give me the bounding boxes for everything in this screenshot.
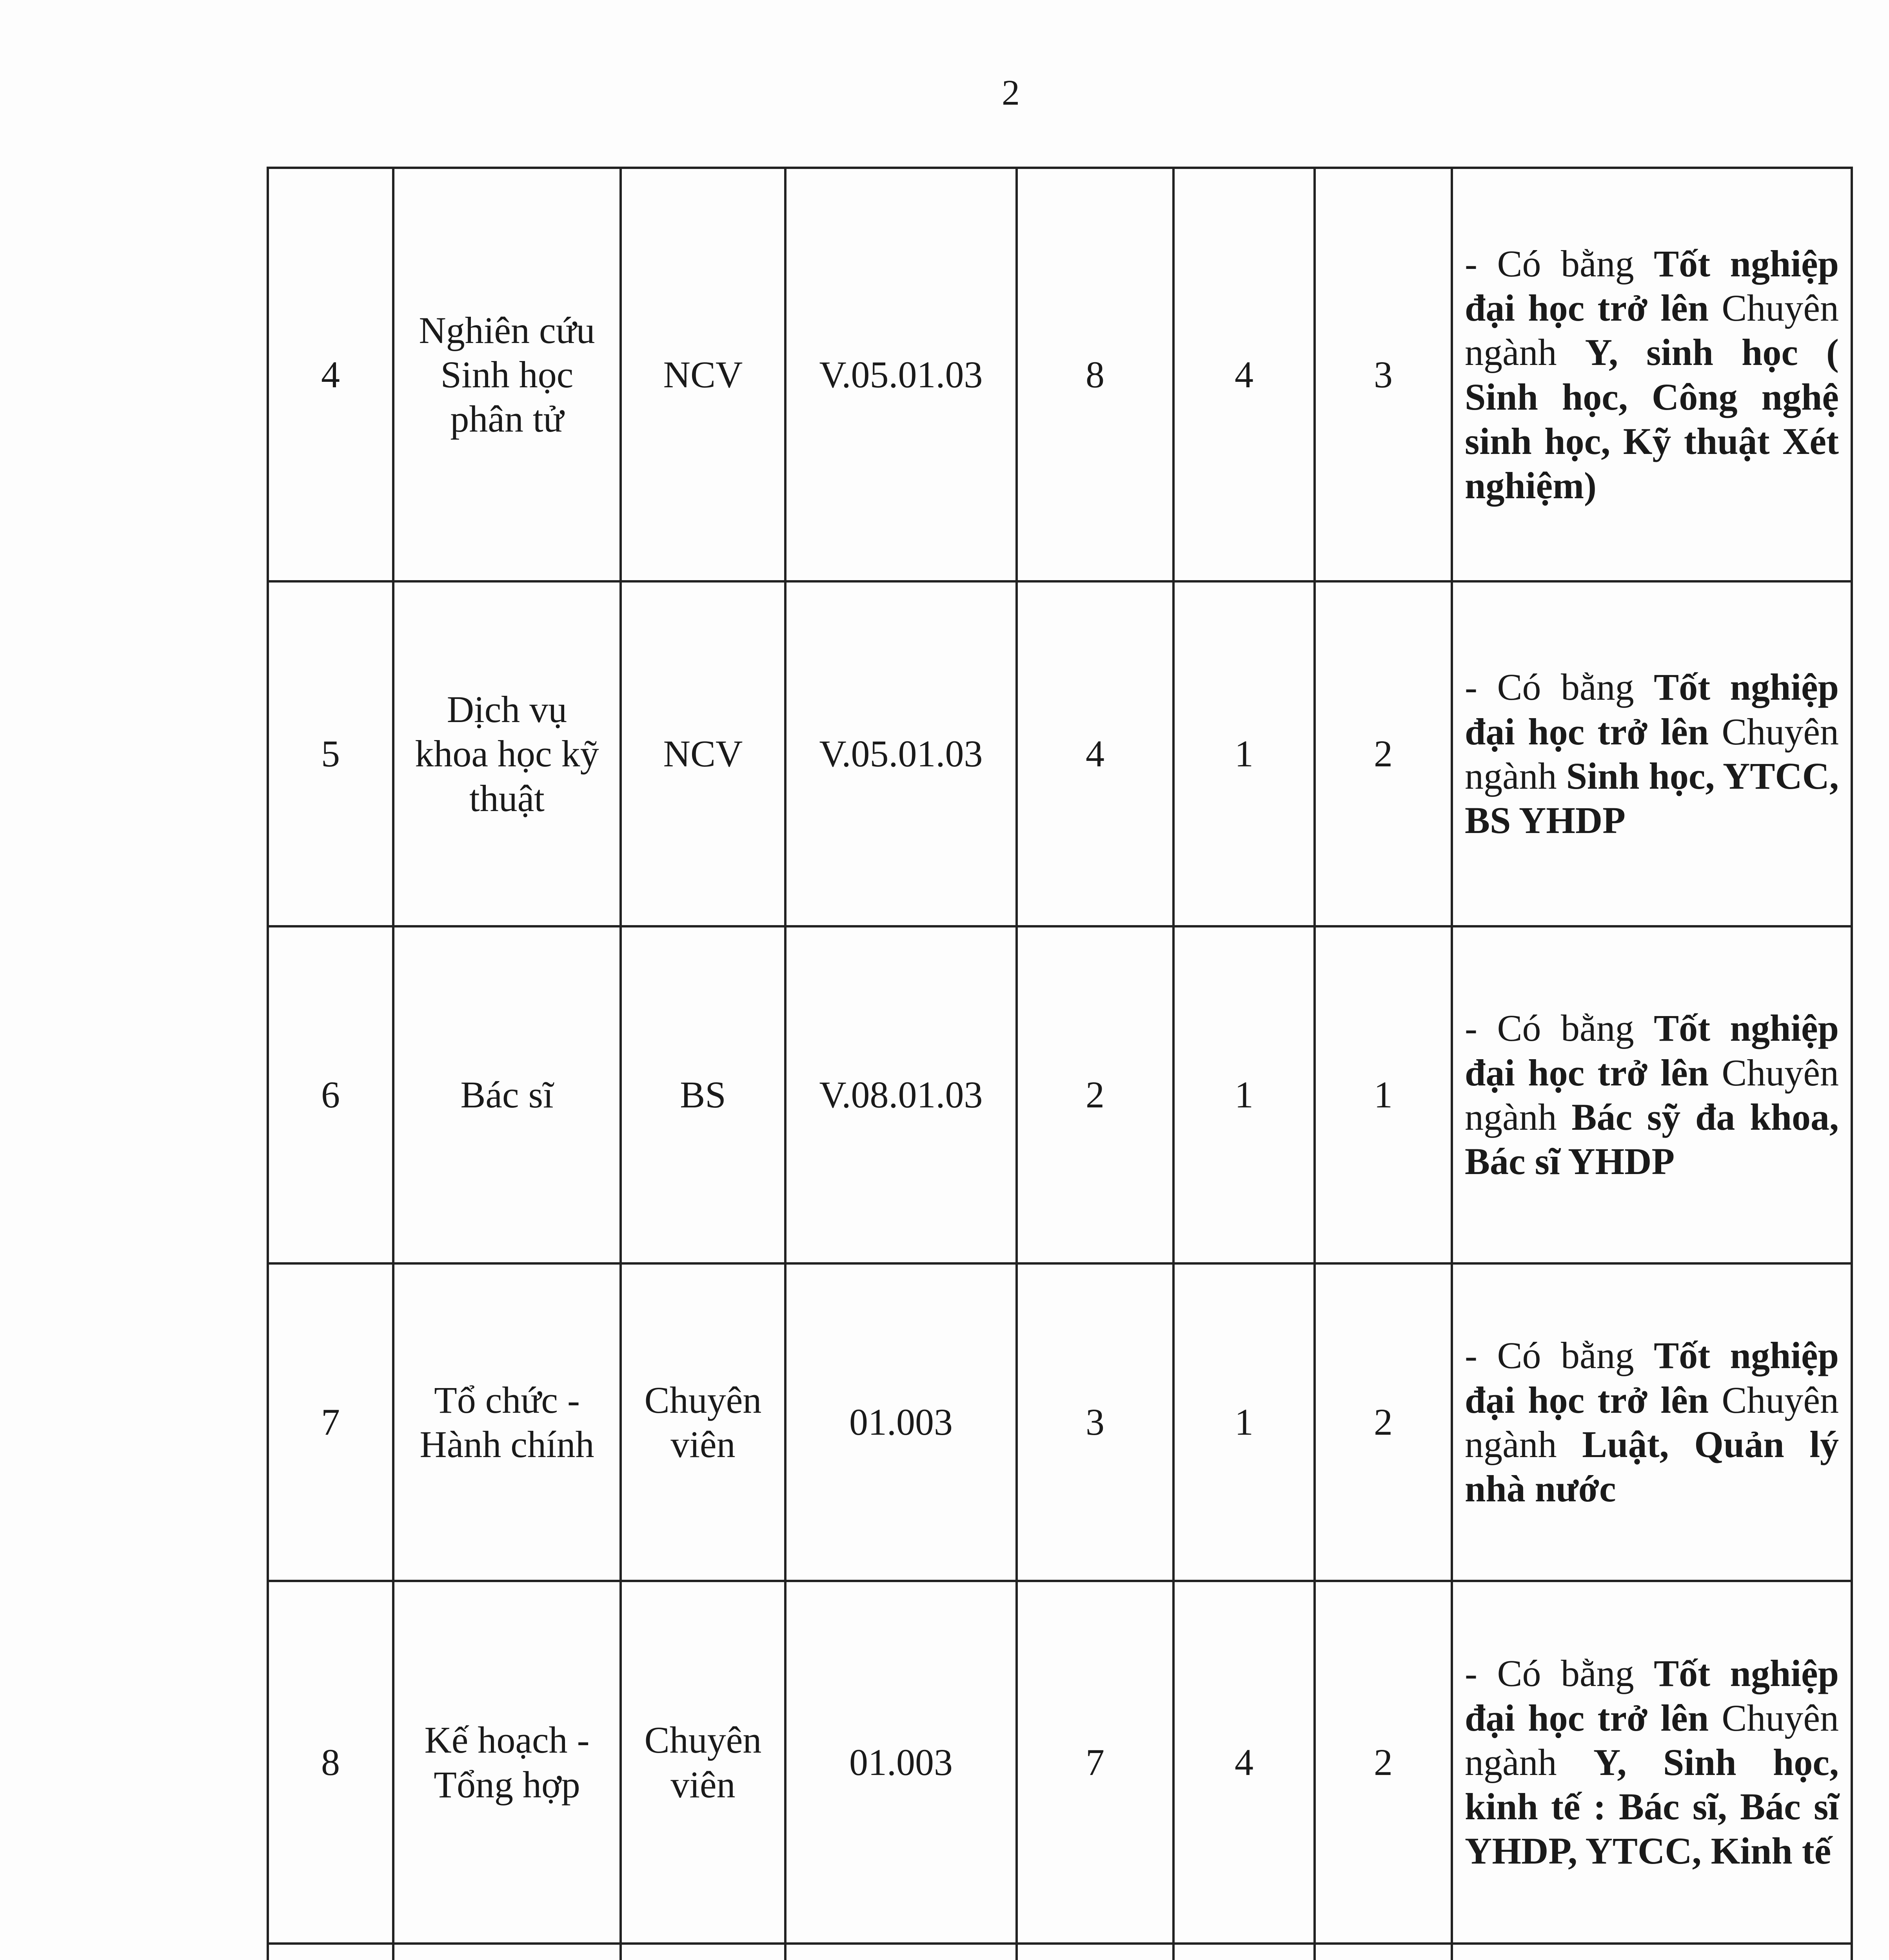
job-code: [785, 1944, 1017, 1960]
total-count: [1017, 1944, 1173, 1960]
requirement-cell: [1452, 168, 1852, 581]
staffing-table: [267, 167, 1853, 1960]
current-count: 1: [1173, 1263, 1315, 1581]
current-count: [1173, 1944, 1315, 1960]
job-title: NCV: [621, 581, 785, 926]
requirement-cell: [1452, 581, 1852, 926]
position-name: Bác sĩ: [393, 926, 621, 1263]
requirement-text: - Có bằng Tốt nghiệp đại học trở lên Chuyên ngành Y, sinh học ( Sinh học, Công nghệ sinh học, Kỹ thuật Xét nghiệm): [1465, 242, 1839, 507]
position-name: Tổ chức - Hành chính: [393, 1263, 621, 1581]
total-count: 8: [1017, 168, 1173, 581]
page-number: 2: [1002, 73, 1020, 113]
position-name: Kế hoạch - Tổng hợp: [393, 1581, 621, 1944]
row-number: 8: [268, 1581, 393, 1944]
table-row: [268, 168, 1852, 581]
table-body: [268, 168, 1852, 1960]
job-code: V.08.01.03: [785, 926, 1017, 1263]
table-row: [268, 1263, 1852, 1581]
job-code: V.05.01.03: [785, 168, 1017, 581]
job-code: 01.003: [785, 1263, 1017, 1581]
job-title: Chuyên viên: [621, 1581, 785, 1944]
needed-count: 2: [1315, 1581, 1452, 1944]
table-row: [268, 1944, 1852, 1960]
job-title: BS: [621, 926, 785, 1263]
current-count: 4: [1173, 1581, 1315, 1944]
job-code: 01.003: [785, 1581, 1017, 1944]
row-number: [268, 1944, 393, 1960]
needed-count: 2: [1315, 581, 1452, 926]
requirement-text: - Có bằng Tốt nghiệp đại học trở lên Chuyên ngành Y, Sinh học, kinh tế : Bác sĩ, Bác sĩ YHDP, YTCC, Kinh tế: [1465, 1652, 1839, 1872]
table-row: [268, 581, 1852, 926]
total-count: 7: [1017, 1581, 1173, 1944]
row-number: 7: [268, 1263, 393, 1581]
requirement-cell: [1452, 926, 1852, 1263]
row-number: 5: [268, 581, 393, 926]
table-row: [268, 926, 1852, 1263]
requirement-text: - Có bằng Tốt nghiệp đại học trở lên Chuyên ngành Bác sỹ đa khoa, Bác sĩ YHDP: [1465, 1007, 1839, 1183]
job-title: NCV: [621, 168, 785, 581]
requirement-cell: [1452, 1944, 1852, 1960]
position-name: [393, 1944, 621, 1960]
position-name: Dịch vụ khoa học kỹ thuật: [393, 581, 621, 926]
table-row: [268, 1581, 1852, 1944]
row-number: 4: [268, 168, 393, 581]
needed-count: [1315, 1944, 1452, 1960]
requirement-text: - Có bằng Tốt nghiệp đại học trở lên Chuyên ngành Luật, Quản lý nhà nước: [1465, 1334, 1839, 1510]
total-count: 3: [1017, 1263, 1173, 1581]
row-number: 6: [268, 926, 393, 1263]
current-count: 1: [1173, 581, 1315, 926]
current-count: 1: [1173, 926, 1315, 1263]
job-code: V.05.01.03: [785, 581, 1017, 926]
requirement-text: - Có bằng Tốt nghiệp đại học trở lên Chuyên ngành Sinh học, YTCC, BS YHDP: [1465, 666, 1839, 842]
total-count: 4: [1017, 581, 1173, 926]
position-name: Nghiên cứu Sinh học phân tử: [393, 168, 621, 581]
job-title: [621, 1944, 785, 1960]
current-count: 4: [1173, 168, 1315, 581]
needed-count: 3: [1315, 168, 1452, 581]
needed-count: 1: [1315, 926, 1452, 1263]
requirement-cell: [1452, 1263, 1852, 1581]
needed-count: 2: [1315, 1263, 1452, 1581]
total-count: 2: [1017, 926, 1173, 1263]
job-title: Chuyên viên: [621, 1263, 785, 1581]
requirement-cell: [1452, 1581, 1852, 1944]
